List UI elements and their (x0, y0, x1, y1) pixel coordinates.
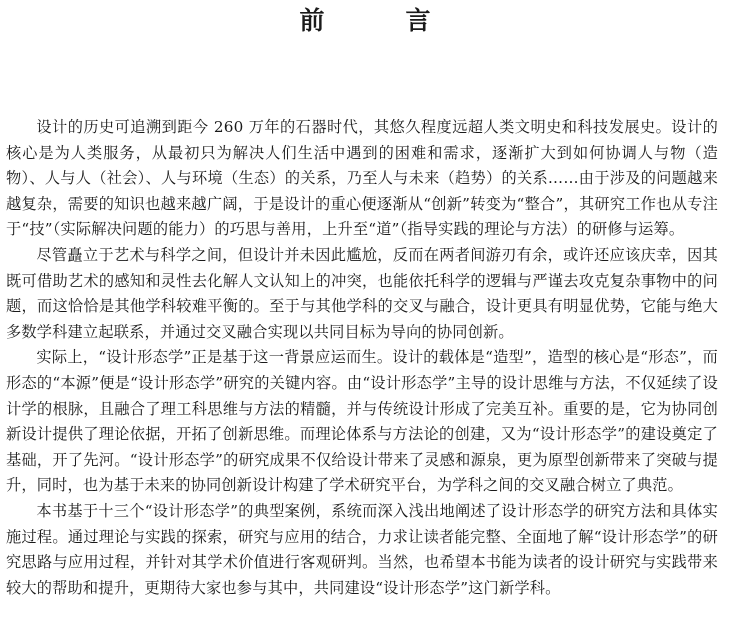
paragraph-4: 本书基于十三个“设计形态学”的典型案例，系统而深入浅出地阐述了设计形态学的研究方法和具体实施过程。通过理论与实践的探索，研究与应用的结合，力求让读者能完整、全面地了解“设计形态学”的研究思路与应用过程，并针对其学术价值进行客观研判。当然，也希望本书能为读者的设计研究与实践带来较大的帮助和提升，更期待大家也参与其中，共同建设“设计形态学”这门新学科。 (6, 501, 718, 597)
preface-body (6, 115, 718, 601)
paragraph-3: 实际上，“设计形态学”正是基于这一背景应运而生。设计的载体是“造型”，造型的核心是“形态”，而形态的“本源”便是“设计形态学”研究的关键内容。由“设计形态学”主导的设计思维与方法，不仅延续了设计学的根脉，且融合了理工科思维与方法的精髓，并与传统设计形成了完美互补。重要的是，它为协同创新设计提供了理论依据，开拓了创新思维。而理论体系与方法论的创建，又为“设计形态学”的建设奠定了基础，开了先河。“设计形态学”的研究成果不仅给设计带来了灵感和源泉，更为原型创新带来了突破与提升，同时，也为基于未来的协同创新设计构建了学术研究平台，为学科之间的交叉融合树立了典范。 (6, 348, 718, 495)
paragraph-2: 尽管矗立于艺术与科学之间，但设计并未因此尴尬，反而在两者间游刃有余，或许还应该庆幸，因其既可借助艺术的感知和灵性去化解人文认知上的冲突，也能依托科学的逻辑与严谨去攻克复杂事物中的问题，而这恰恰是其他学科较难平衡的。至于与其他学科的交叉与融合，设计更具有明显优势，它能与绝大多数学科建立起联系，并通过交叉融合实现以共同目标为导向的协同创新。 (6, 245, 718, 341)
paragraph-1: 设计的历史可追溯到距今 260 万年的石器时代，其悠久程度远超人类文明史和科技发展史。设计的核心是为人类服务，从最初只为解决人们生活中遇到的困难和需求，逐渐扩大到如何协调人与物（造物）、人与人（社会）、人与环境（生态）的关系，乃至人与未来（趋势）的关系……由于涉及的问题越来越复杂，需要的知识也越来越广阔，于是设计的重心便逐渐从“创新”转变为“整合”，其研究工作也从专注于“技”（实际解决问题的能力）的巧思与善用，上升至“道”（指导实践的理论与方法）的研修与运筹。 (6, 118, 718, 239)
page-title: 前 言 (299, 6, 459, 35)
